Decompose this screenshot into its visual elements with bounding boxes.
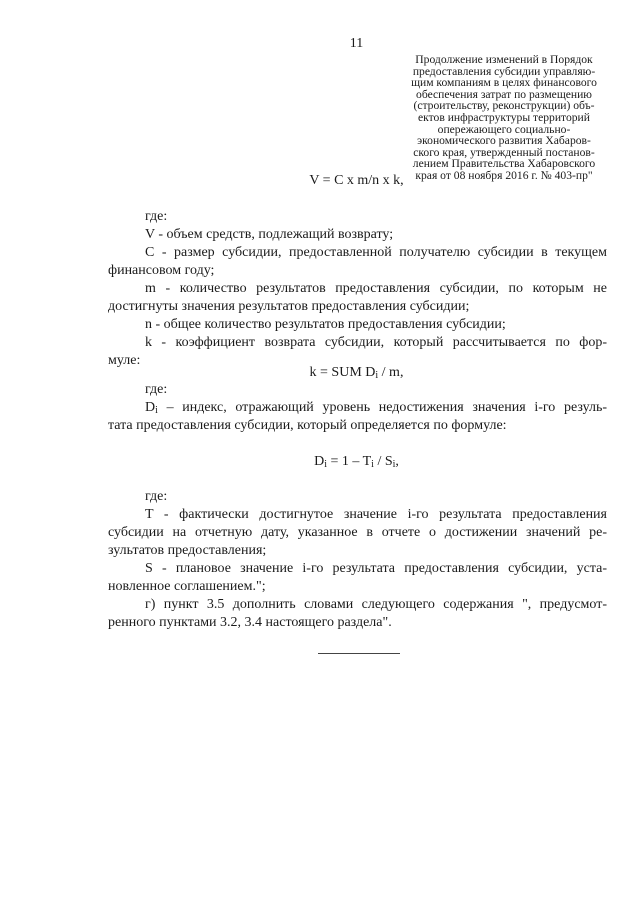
header-line: лением Правительства Хабаровского — [412, 157, 596, 171]
header-line: предоставления субсидии управляю- — [412, 64, 596, 78]
where-label: где: — [145, 209, 168, 224]
formula-d-sub: i — [324, 459, 327, 470]
where-label: где: — [145, 382, 168, 397]
where-label: где: — [145, 489, 168, 504]
t-definition-line-2: субсидии на отчетную дату, указанное в отчете о достижении значений ре- — [108, 525, 607, 540]
formula-k-left: k = SUM D — [309, 365, 376, 380]
t-definition-line-3: зультатов предоставления; — [108, 543, 267, 558]
t-definition-line-1: T - фактически достигнутое значение i-го результата предоставления — [145, 507, 607, 522]
g-item-line-1: г) пункт 3.5 дополнить словами следующего содержания ", предусмот- — [145, 597, 607, 612]
formula-d-end: , — [395, 454, 399, 469]
c-definition-line-2: финансовом году; — [108, 263, 215, 278]
formula-s-sub: i — [392, 459, 396, 470]
d-text: – индекс, отражающий уровень недостижения значения i-го резуль- — [157, 400, 607, 415]
formula-v: V = C x m/n x k, — [309, 173, 404, 188]
header-line: экономического развития Хабаров- — [417, 134, 591, 148]
formula-k-right: / m, — [378, 365, 404, 380]
header-line: ектов инфраструктуры территорий — [418, 110, 590, 124]
header-line: обеспечения затрат по размещению — [416, 87, 592, 101]
header-block — [395, 54, 613, 182]
formula-d — [0, 453, 640, 474]
m-definition-line-2: достигнуты значения результатов предоставления субсидии; — [108, 299, 470, 314]
header-line: края от 08 ноября 2016 г. № 403-пр" — [415, 168, 593, 182]
header-line: ского края, утвержденный постанов- — [413, 145, 595, 159]
s-definition-line-2: новленное соглашением."; — [108, 579, 266, 594]
c-definition-line-1: C - размер субсидии, предоставленной получателю субсидии в текущем — [145, 245, 607, 260]
page-number: 11 — [349, 36, 364, 51]
header-line: щим компаниям в целях финансового — [411, 76, 597, 90]
m-definition-line-1: m - количество результатов предоставления субсидии, по которым не — [145, 281, 607, 296]
s-definition-line-1: S - плановое значение i-го результата предоставления субсидии, уста- — [145, 561, 607, 576]
end-divider — [318, 653, 400, 654]
formula-d-mid: = 1 – T — [326, 454, 372, 469]
header-line: опережающего социально- — [437, 122, 571, 136]
header-line: (строительству, реконструкции) объ- — [413, 99, 595, 113]
formula-t-sub: i — [371, 459, 374, 470]
n-definition: n - общее количество результатов предоставления субсидии; — [145, 317, 506, 332]
d-definition-line-2: тата предоставления субсидии, который определяется по формуле: — [108, 418, 507, 433]
d-sub: i — [155, 405, 158, 416]
formula-d-symbol: D — [314, 454, 325, 469]
formula-k-sub: i — [375, 370, 379, 381]
v-definition: V - объем средств, подлежащий возврату; — [145, 227, 394, 242]
k-definition-line-1: k - коэффициент возврата субсидии, который рассчитывается по фор- — [145, 335, 607, 350]
header-line: Продолжение изменений в Порядок — [415, 53, 593, 66]
g-item-line-2: ренного пунктами 3.2, 3.4 настоящего раздела". — [108, 615, 392, 630]
k-definition-line-2: муле: — [108, 353, 141, 368]
formula-d-slash: / S — [373, 454, 393, 469]
d-symbol: D — [145, 400, 156, 415]
